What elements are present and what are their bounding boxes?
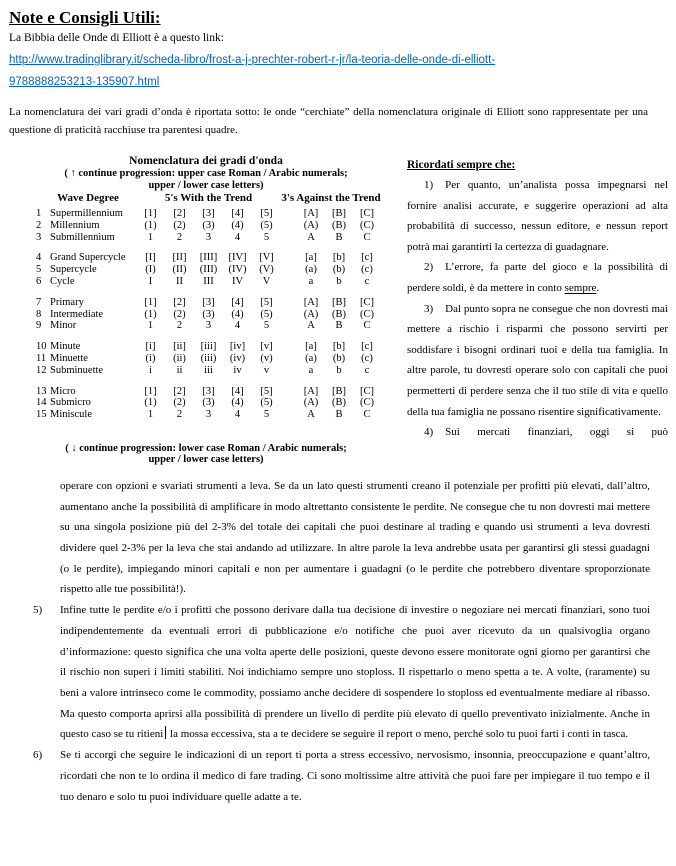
against-trend-label: [C] [360,208,374,219]
with-trend-label: [V] [259,252,274,264]
wave-degree-group [30,297,382,332]
column-gap [281,320,297,332]
against-trend-label: (A) [303,308,319,320]
degree-name: Millennium [50,219,100,231]
against-trend-label: C [363,231,371,243]
list-item-text-before-cursor: Infine tutte le perdite e/o i profitti che possono derivare dalla tua decisione di investire o negoziare nei mercati finanziari, sono tuoi indipendentemente da eventuali errori di pubblicazione e/o notifiche che puoi aver ricevuto da un qualsivoglia organo d’informazione: questo significa che una volta aperte delle posizioni, queste devono essere monitorate ogni giorno per garantirsi che il rischio non superi i limiti stabiliti. Noi indichiamo sempre uno stoploss. Il rispettarlo o meno spetta a te. A volte, (raramente) su beni a valore intrinseco come le commodity, possiamo anche decidere di sospendere lo stoploss ed eventualmente mediare al ribasso. Ma questo comporta aprirsi alla possibilità di prendere un livello di perdite più elevato di quello preventivato inizialmente. Anche in questo caso se tu ritieni [60,604,650,741]
with-trend-label: (iii) [200,352,217,364]
with-trend-label: (5) [260,397,273,409]
list-item-text [60,600,650,745]
column-gap [281,365,297,377]
with-trend-label: (4) [231,397,244,409]
trading-library-link[interactable] [9,49,648,93]
against-trend-label: (a) [305,352,317,364]
with-trend-label: [5] [260,208,273,219]
with-trend-label: 2 [176,231,183,243]
against-trend-label: B [335,231,343,243]
reminder-text: Dal punto sopra ne consegue che non dovresti mai mettere a rischio i risparmi che possono servirti per soddisfare i bisogni ordinari tuoi e della tua famiglia. In altre parole, tu dovresti operare solo con capitali che puoi permetterti di perdere senza che il tuo stile di vita e quello della tua famiglia ne possano risentire significativamente. [407,302,668,418]
with-trend-label: (iv) [229,352,246,364]
reminder-text-suffix: . [596,281,600,294]
with-trend-label: [IV] [228,252,247,264]
against-trend-label: B [335,320,343,332]
against-trend-label: (B) [332,308,346,320]
reminder-text: L’errore, fa parte del gioco e la possibilità di perdere soldi, è da mettere in conto [407,261,668,294]
with-trend-label: 1 [147,409,154,421]
against-trend-label: (B) [332,219,346,231]
wave-degree-row [30,252,382,264]
with-trend-label: 4 [234,409,241,421]
reminders-title: Ricordati sempre che: [407,159,516,171]
against-trend-label: (A) [303,219,319,231]
against-trend-label: [b] [332,341,346,353]
degree-name: Supercycle [50,264,97,276]
against-trend-label: (b) [332,352,346,364]
with-trend-label: (V) [259,264,274,276]
list-item-number: 6) [33,749,43,762]
reminder-item-1 [407,175,668,257]
reminder-item-3 [407,299,668,423]
against-trend-label: b [336,364,342,376]
reminder-4-continuation: operare con opzioni e svariati strumenti a leva. Se da un lato questi strumenti creano il potenziale per profitti più elevati, dall’altro, aumentano anche la possibilità di amplificare in modo altrettanto consistente le perdite. Ne consegue che tu non dovresti mai mettere su una singola posizione più del 2-3% del totale dei capitali che puoi destinare al trading e quando usi strumenti a leva dovresti dividere quel 2-3% per la leva che stai andando ad utilizzare. In altre parole la leva andrebbe usata per garantirsi gli stessi guadagni (o le perdite), impiegando minori capitali e non per aumentare i guadagni (o le perdite che potrebbero diventare sproporzionate rispetto alle tue possibilità!). [60,479,650,596]
with-trend-label: (5) [260,219,273,231]
against-trend-label: [a] [305,252,317,264]
table-header-row [30,192,382,204]
against-trend-label: [A] [303,385,319,397]
wave-degree-row [30,208,382,220]
with-trend-label: 3 [205,320,212,332]
against-trend-label: (C) [360,397,374,409]
with-trend-label: [1] [144,208,157,219]
with-trend-label: [3] [202,385,215,397]
row-number: 12 [36,364,47,376]
degree-name: Minuette [50,352,88,364]
wave-degree-table [30,155,382,466]
with-trend-label: [ii] [173,341,186,353]
column-gap [281,297,297,309]
degree-name: Minor [50,320,77,332]
row-number: 15 [36,409,47,421]
underlined-word: sempre [564,281,597,294]
with-trend-label: [3] [202,296,215,308]
row-number: 5 [36,264,42,276]
table-top-note-line: upper / lower case letters) [148,179,264,191]
column-gap [281,276,297,288]
with-trend-label: (i) [145,352,156,364]
against-trend-label: B [335,409,343,421]
column-header-against-trend: 3's Against the Trend [281,192,381,204]
against-trend-label: (a) [305,264,317,276]
with-trend-label: [i] [145,341,156,353]
column-gap [281,386,297,398]
wave-degree-row [30,365,382,377]
row-number: 2 [36,219,42,231]
with-trend-label: 5 [263,320,270,332]
table-bottom-note-line: ( ↓ continue progression: lower case Roman / Arabic numerals; [65,442,347,454]
wave-degree-group [30,208,382,243]
column-gap [281,232,297,244]
column-gap [281,252,297,264]
with-trend-label: IV [231,275,244,287]
with-trend-label: 4 [234,231,241,243]
with-trend-label: [iv] [229,341,246,353]
with-trend-label: (1) [144,219,157,231]
wave-degree-row [30,232,382,244]
with-trend-label: (I) [145,264,156,276]
list-item-text-after-cursor: la mossa eccessiva, sta a te decidere se seguire il report o meno, perché solo tu puoi farti i conti in tasca. [167,728,629,741]
reminder-item-2 [407,257,668,298]
against-trend-label: [A] [303,296,319,308]
row-number: 14 [36,397,47,409]
against-trend-label: [B] [332,208,346,219]
wave-degree-group [30,341,382,376]
row-number: 9 [36,320,42,332]
against-trend-label: [b] [332,252,346,264]
against-trend-label: C [363,409,371,421]
with-trend-label: [II] [172,252,187,264]
with-trend-label: (IV) [228,264,247,276]
nomenclature-intro: La nomenclatura dei vari gradi d’onda è riportata sotto: le onde “cerchiate” della nomenclatura originale di Elliott sono rappresentate per una questione di praticità racchiuse tra parentesi quadre. [9,106,648,136]
link-line-1: http://www.tradinglibrary.it/scheda-libro/frost-a-j-prechter-robert-r-jr/la-teoria-delle-onde-di-elliott- [9,54,496,66]
link-line-2: 9788888253213-135907.html [9,76,160,88]
with-trend-label: [I] [145,252,156,264]
column-gap [281,353,297,365]
with-trend-label: (2) [173,397,186,409]
with-trend-label: [2] [173,385,186,397]
list-item-number: 5) [33,604,43,617]
bible-link-intro: La Bibbia delle Onde di Elliott è a questo link: [9,32,224,44]
against-trend-label: (b) [332,264,346,276]
with-trend-label: (II) [172,264,187,276]
column-gap [281,309,297,321]
against-trend-label: (B) [332,397,346,409]
against-trend-label: (c) [361,264,373,276]
degree-name: Supermillennium [50,208,123,219]
with-trend-label: (2) [173,219,186,231]
with-trend-label: 4 [234,320,241,332]
row-number: 13 [36,385,47,397]
against-trend-label: a [308,275,314,287]
page-title: Note e Consigli Utili: [9,8,161,27]
reminder-text: Sui mercati finanziari, oggi si può [445,426,668,439]
reminder-number: 2) [424,261,434,274]
with-trend-label: [iii] [200,341,217,353]
column-gap [281,341,297,353]
degree-name: Primary [50,296,84,308]
against-trend-label: [C] [360,385,374,397]
against-trend-label: A [307,409,315,421]
with-trend-label: [5] [260,296,273,308]
against-trend-label: c [364,364,370,376]
link-paragraph [9,49,648,93]
with-trend-label: 5 [263,231,270,243]
row-number: 8 [36,308,42,320]
with-trend-label: [4] [231,296,244,308]
with-trend-label: (4) [231,219,244,231]
reminder-number: 1) [424,179,434,191]
row-number: 1 [36,208,42,219]
degree-name: Intermediate [50,308,104,320]
degree-name: Subminuette [50,364,104,376]
reminder-text: Per quanto, un’analista possa impegnarsi nel fornire analisi accurate, e suggerire operazioni ad alta probabilità di successo, nessun editore, e nessun report potrà mai garantirti la certezza di guadagnare. [407,179,668,253]
against-trend-label: A [307,231,315,243]
wave-table-body [30,208,382,421]
column-gap [281,409,297,421]
against-trend-label: (C) [360,308,374,320]
table-top-note-line: ( ↑ continue progression: upper case Roman / Arabic numerals; [64,168,348,179]
degree-name: Cycle [50,275,75,287]
with-trend-label: (ii) [173,352,186,364]
wave-degree-row [30,397,382,409]
against-trend-label: (c) [361,352,373,364]
wave-degree-row [30,409,382,421]
against-trend-label: [B] [332,296,346,308]
with-trend-label: (3) [202,397,215,409]
with-trend-label: ii [176,364,183,376]
with-trend-label: v [263,364,270,376]
with-trend-label: [2] [173,296,186,308]
reminders-column [407,155,668,466]
against-trend-label: c [364,275,370,287]
with-trend-label: [1] [144,296,157,308]
table-bottom-note-line: upper / lower case letters) [148,454,264,466]
wave-degree-row [30,353,382,365]
with-trend-label: (3) [202,219,215,231]
wave-degree-row [30,341,382,353]
with-trend-label: [4] [231,385,244,397]
against-trend-label: [A] [303,208,319,219]
with-trend-label: (3) [202,308,215,320]
with-trend-label: (v) [260,352,273,364]
with-trend-label: [2] [173,208,186,219]
against-trend-label: (C) [360,219,374,231]
with-trend-label: [v] [260,341,273,353]
with-trend-label: (4) [231,308,244,320]
table-title: Nomenclatura dei gradi d'onda [129,155,283,167]
degree-name: Submillennium [50,231,115,243]
wave-degree-row [30,297,382,309]
with-trend-label: I [148,275,153,287]
with-trend-label: 2 [176,320,183,332]
with-trend-label: [III] [199,252,218,264]
reminder-number: 3) [424,302,434,315]
list-item-text: Se ti accorgi che seguire le indicazioni di un report ti porta a stress eccessivo, nervosismo, insonnia, preoccupazione e quant’altro, ricordati che non te lo ordina il medico di fare trading. Ci sono moltissime altre attività che puoi fare per impiegare il tuo tempo e il tuo denaro e solo tu puoi individuare quelle adatte a te. [60,749,650,803]
table-bottom-note [30,443,382,466]
column-gap [281,264,297,276]
with-trend-label: [1] [144,385,157,397]
with-trend-label: V [262,275,271,287]
with-trend-label: (1) [144,397,157,409]
list-item-5 [33,600,650,745]
wave-degree-group [30,386,382,421]
row-number: 6 [36,275,42,287]
against-trend-label: b [336,275,342,287]
against-trend-label: A [307,320,315,332]
with-trend-label: 1 [147,231,154,243]
two-column-section [0,155,676,466]
with-trend-label: iii [204,364,213,376]
degree-name: Minute [50,341,81,353]
degree-name: Grand Supercycle [50,252,126,264]
with-trend-label: [3] [202,208,215,219]
with-trend-label: 2 [176,409,183,421]
degree-name: Micro [50,385,76,397]
row-number: 10 [36,341,47,353]
with-trend-label: 3 [205,231,212,243]
row-number: 4 [36,252,42,264]
wave-degree-row [30,220,382,232]
wave-degree-row [30,309,382,321]
against-trend-label: [c] [361,252,373,264]
with-trend-label: 5 [263,409,270,421]
against-trend-label: [c] [361,341,373,353]
table-top-note [30,168,382,191]
wave-degree-group [30,252,382,287]
reminder-item-4 [407,422,668,443]
wave-degree-row [30,320,382,332]
with-trend-label: iv [233,364,242,376]
column-gap [281,220,297,232]
wave-degree-row [30,264,382,276]
with-trend-label: i [149,364,152,376]
with-trend-label: (5) [260,308,273,320]
with-trend-label: (1) [144,308,157,320]
with-trend-label: [5] [260,385,273,397]
with-trend-label: II [176,275,183,287]
against-trend-label: a [308,364,314,376]
row-number: 11 [36,352,47,364]
column-gap [281,208,297,220]
against-trend-label: (A) [303,397,319,409]
row-number: 7 [36,296,42,308]
wave-degree-row [30,386,382,398]
degree-name: Submicro [50,397,91,409]
against-trend-label: [B] [332,385,346,397]
against-trend-label: [C] [360,296,374,308]
with-trend-label: (III) [199,264,218,276]
column-header-wave-degree: Wave Degree [57,192,119,204]
degree-name: Miniscule [50,409,92,421]
against-trend-label: [a] [305,341,317,353]
reminder-number: 4) [424,426,434,439]
with-trend-label: 1 [147,320,154,332]
with-trend-label: [4] [231,208,244,219]
with-trend-label: 3 [205,409,212,421]
column-gap [281,397,297,409]
with-trend-label: (2) [173,308,186,320]
against-trend-label: C [363,320,371,332]
list-item-6 [33,745,650,807]
with-trend-label: III [203,275,214,287]
row-number: 3 [36,231,42,243]
column-header-with-trend: 5's With the Trend [164,192,253,204]
wave-degree-row [30,276,382,288]
